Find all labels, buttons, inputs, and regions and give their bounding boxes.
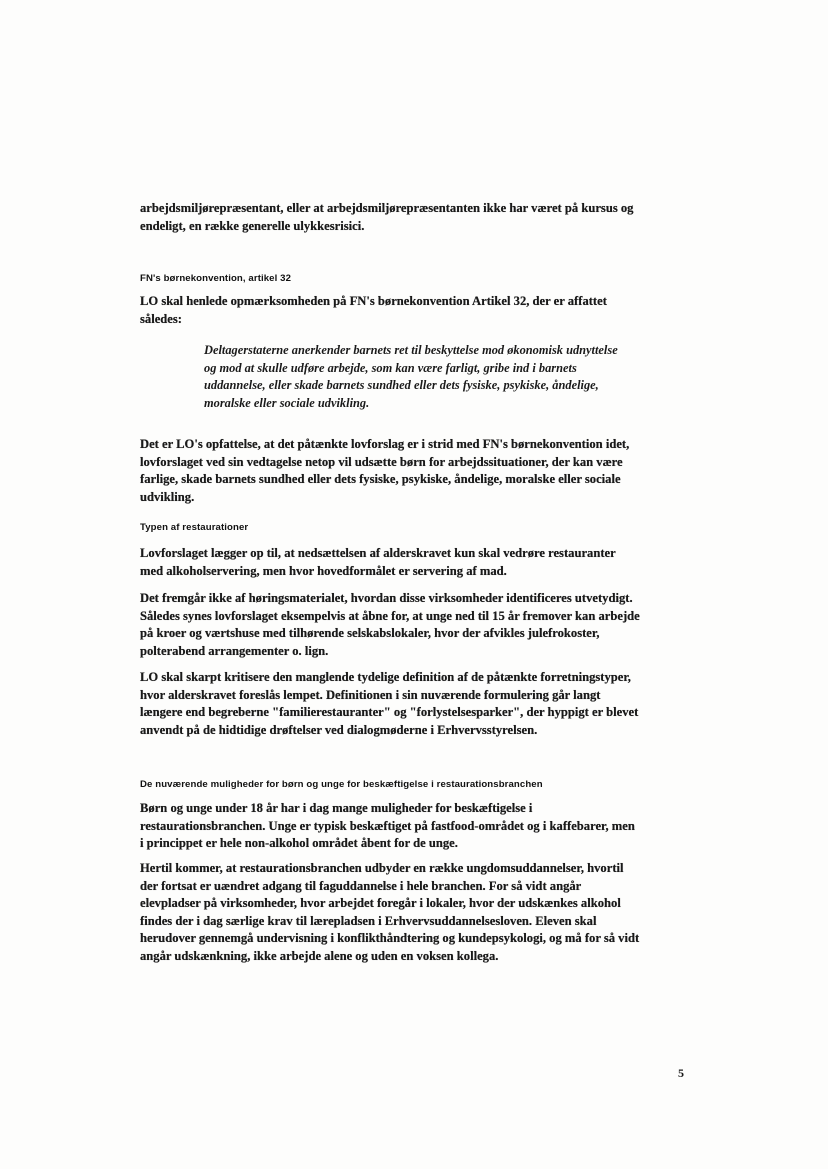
- fn-paragraph-block: [140, 293, 640, 328]
- intro-paragraph-block: [140, 200, 640, 235]
- intro-paragraph: arbejdsmiljørepræsentant, eller at arbejdsmiljørepræsentanten ikke har været på kursus og endeligt, en række generelle ulykkesrisici.: [140, 201, 634, 233]
- heading-nuvaerende-muligheder: De nuværende muligheder for børn og unge for beskæftigelse i restaurationsbranchen: [140, 779, 543, 790]
- page-number: 5: [678, 1066, 684, 1080]
- heading-fn-block: [140, 273, 640, 284]
- heading-muligheder-block: [140, 779, 640, 790]
- typen-paragraph-1: Lovforslaget lægger op til, at nedsættelsen af alderskravet kun skal vedrøre restauranter med alkoholservering, men hvor hovedformålet er servering af mad.: [140, 546, 616, 578]
- fn-paragraph: LO skal henlede opmærksomheden på FN's børnekonvention Artikel 32, der er affattet således:: [140, 294, 607, 326]
- muligheder-paragraph-2: Hertil kommer, at restaurationsbranchen udbyder en række ungdomsuddannelser, hvortil der fortsat er uændret adgang til faguddannelse i hele branchen. For så vidt angår elevpladser på virksomheder, hvor arbejdet foregår i lokaler, hvor der udskænkes alkohol findes der i dag særlige krav til lærepladsen i Erhvervsuddannelsesloven. Eleven skal herudover gennemgå undervisning i konflikthåndtering og kundepsykologi, og må for så vidt angår udskænkning, ikke arbejde alene og uden en voksen kollega.: [140, 861, 640, 963]
- typen-paragraph-2: Det fremgår ikke af høringsmaterialet, hvordan disse virksomheder identificeres utvetydigt. Således synes lovforslaget eksempelvis at åbne for, at unge ned til 15 år fremover kan arbejde på kroer og værtshuse med tilhørende selskabslokaler, hvor der afvikles julefrokoster, polterabend arrangementer o. lign.: [140, 591, 640, 658]
- heading-fn-boernekonvention: FN's børnekonvention, artikel 32: [140, 273, 292, 284]
- typen-paragraph-3: LO skal skarpt kritisere den manglende tydelige definition af de påtænkte forretningstyper, hvor alderskravet foreslås lempet. Definitionen i sin nuværende formulering går langt længere end begreberne "familierestauranter" og "forlystelsesparker", der hyppigt er blevet anvendt på de hidtidige drøftelser ved dialogmøderne i Erhvervsstyrelsen.: [140, 670, 639, 737]
- typen-paragraph-3-block: [140, 669, 640, 739]
- heading-typen-af-restaurationer: Typen af restaurationer: [140, 522, 249, 533]
- article-32-quote: Deltagerstaterne anerkender barnets ret til beskyttelse mod økonomisk udnyttelse og mod at skulle udføre arbejde, som kan være farligt, gribe ind i barnets uddannelse, eller skade barnets sundhed eller dets fysiske, psykiske, åndelige, moralske eller sociale udvikling.: [204, 343, 618, 410]
- muligheder-paragraph-1: Børn og unge under 18 år har i dag mange muligheder for beskæftigelse i restaurationsbranchen. Unge er typisk beskæftiget på fastfood-området og i kaffebarer, men i princippet er hele non-alkohol området åbent for de unge.: [140, 801, 635, 850]
- lo-opfattelse-paragraph: Det er LO's opfattelse, at det påtænkte lovforslag er i strid med FN's børnekonvention idet, lovforslaget ved sin vedtagelse netop vil udsætte børn for arbejdssituationer, der kan være farlige, skade barnets sundhed eller dets fysiske, psykiske, åndelige, moralske eller sociale udvikling.: [140, 437, 630, 504]
- heading-typen-block: [140, 522, 640, 533]
- lo-opfattelse-block: [140, 436, 640, 506]
- muligheder-paragraph-1-block: [140, 800, 640, 853]
- muligheder-paragraph-2-block: [140, 860, 640, 965]
- typen-paragraph-2-block: [140, 590, 640, 660]
- typen-paragraph-1-block: [140, 545, 640, 580]
